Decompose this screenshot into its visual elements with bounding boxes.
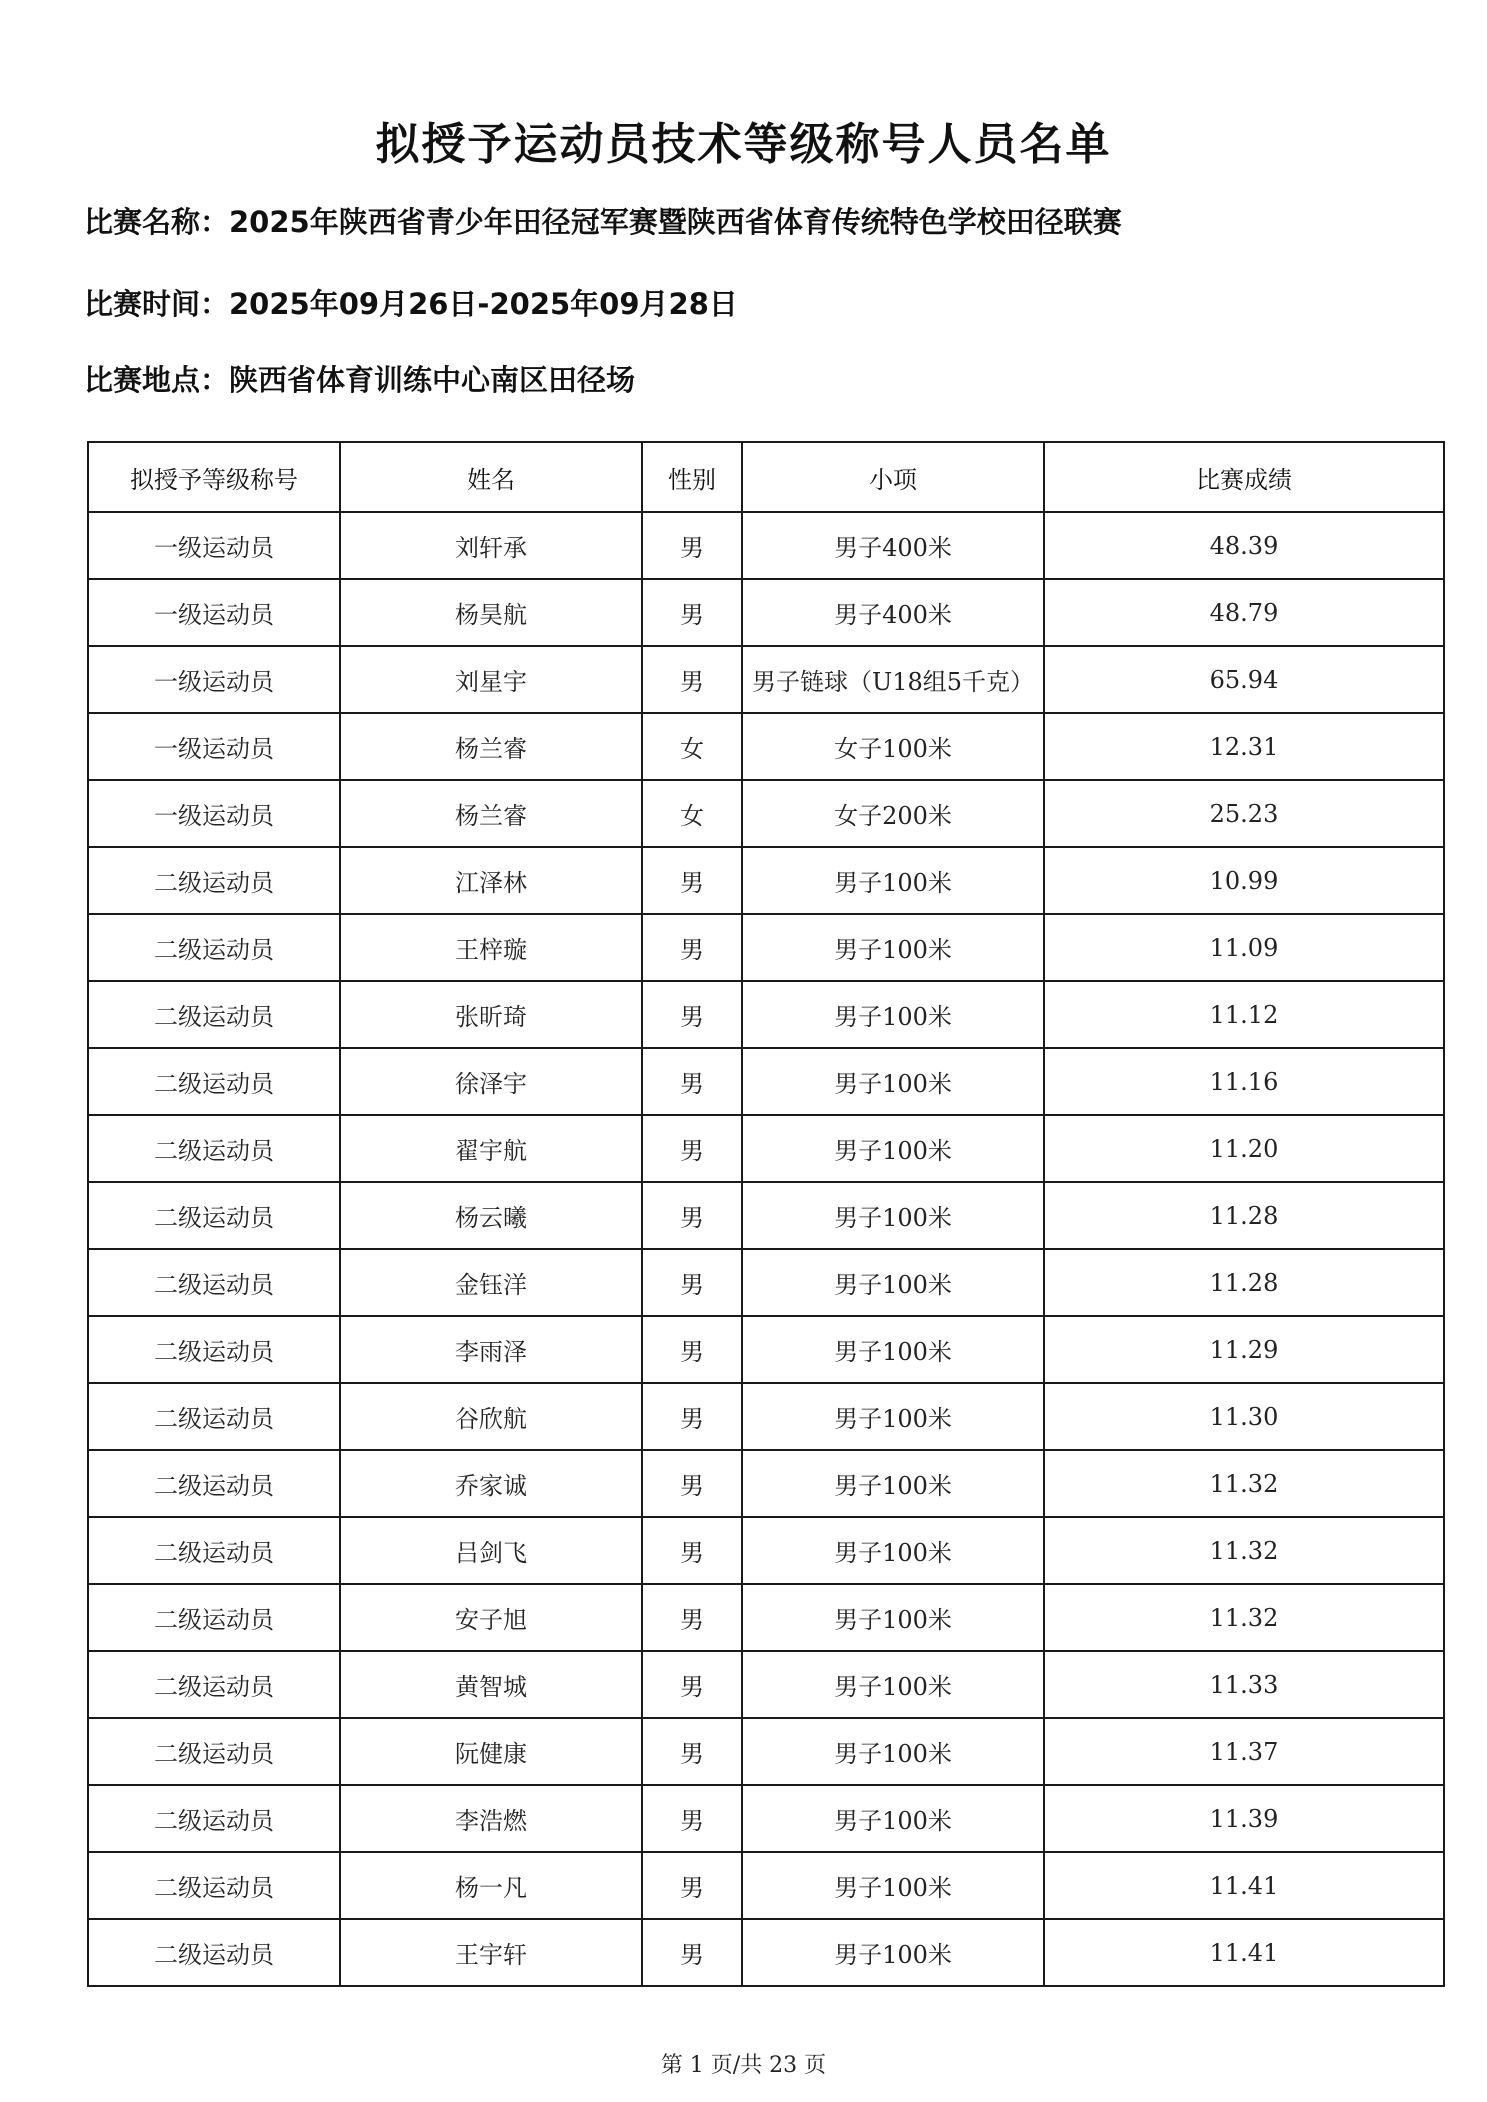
cell-event: 男子100米 xyxy=(742,1584,1044,1651)
cell-name: 徐泽宇 xyxy=(340,1048,642,1115)
competition-venue: 比赛地点：陕西省体育训练中心南区田径场 xyxy=(84,363,636,397)
table-row xyxy=(88,713,1444,780)
cell-grade-title: 二级运动员 xyxy=(88,1919,340,1986)
cell-gender: 男 xyxy=(642,512,742,579)
athlete-roster-table xyxy=(87,441,1445,1987)
cell-name: 阮健康 xyxy=(340,1718,642,1785)
cell-event: 男子100米 xyxy=(742,1517,1044,1584)
cell-grade-title: 二级运动员 xyxy=(88,1383,340,1450)
competition-name: 比赛名称：2025年陕西省青少年田径冠军赛暨陕西省体育传统特色学校田径联赛 xyxy=(84,205,1122,239)
cell-result: 12.31 xyxy=(1044,713,1444,780)
cell-result: 11.41 xyxy=(1044,1919,1444,1986)
cell-name: 江泽林 xyxy=(340,847,642,914)
table-row xyxy=(88,512,1444,579)
cell-event: 男子100米 xyxy=(742,1852,1044,1919)
cell-event: 男子链球（U18组5千克） xyxy=(742,646,1044,713)
table-row xyxy=(88,1316,1444,1383)
cell-event: 女子100米 xyxy=(742,713,1044,780)
cell-grade-title: 二级运动员 xyxy=(88,1048,340,1115)
cell-event: 男子400米 xyxy=(742,512,1044,579)
cell-gender: 男 xyxy=(642,1182,742,1249)
cell-event: 男子100米 xyxy=(742,1718,1044,1785)
cell-gender: 男 xyxy=(642,1048,742,1115)
cell-result: 11.32 xyxy=(1044,1517,1444,1584)
cell-name: 张昕琦 xyxy=(340,981,642,1048)
cell-grade-title: 一级运动员 xyxy=(88,780,340,847)
cell-name: 刘轩承 xyxy=(340,512,642,579)
table-row xyxy=(88,1785,1444,1852)
cell-event: 男子100米 xyxy=(742,981,1044,1048)
cell-name: 杨云曦 xyxy=(340,1182,642,1249)
cell-grade-title: 二级运动员 xyxy=(88,981,340,1048)
cell-result: 11.41 xyxy=(1044,1852,1444,1919)
cell-gender: 男 xyxy=(642,646,742,713)
header-result: 比赛成绩 xyxy=(1044,442,1444,512)
cell-event: 男子100米 xyxy=(742,1651,1044,1718)
cell-event: 男子100米 xyxy=(742,1182,1044,1249)
cell-grade-title: 二级运动员 xyxy=(88,1115,340,1182)
table-row xyxy=(88,646,1444,713)
cell-event: 男子100米 xyxy=(742,1048,1044,1115)
cell-result: 11.30 xyxy=(1044,1383,1444,1450)
cell-gender: 男 xyxy=(642,1651,742,1718)
header-gender: 性别 xyxy=(642,442,742,512)
table-row xyxy=(88,1383,1444,1450)
cell-grade-title: 一级运动员 xyxy=(88,713,340,780)
cell-event: 男子100米 xyxy=(742,1115,1044,1182)
cell-name: 谷欣航 xyxy=(340,1383,642,1450)
competition-time: 比赛时间：2025年09月26日-2025年09月28日 xyxy=(84,287,738,321)
cell-gender: 男 xyxy=(642,1383,742,1450)
page-number: 第 1 页/共 23 页 xyxy=(660,2053,827,2078)
cell-grade-title: 一级运动员 xyxy=(88,579,340,646)
table-row xyxy=(88,1651,1444,1718)
cell-name: 李浩燃 xyxy=(340,1785,642,1852)
cell-gender: 男 xyxy=(642,1919,742,1986)
cell-name: 杨昊航 xyxy=(340,579,642,646)
cell-name: 黄智城 xyxy=(340,1651,642,1718)
cell-grade-title: 二级运动员 xyxy=(88,1517,340,1584)
cell-result: 11.37 xyxy=(1044,1718,1444,1785)
cell-grade-title: 二级运动员 xyxy=(88,1182,340,1249)
table-row xyxy=(88,1919,1444,1986)
cell-gender: 男 xyxy=(642,1450,742,1517)
cell-event: 男子100米 xyxy=(742,1316,1044,1383)
cell-result: 11.39 xyxy=(1044,1785,1444,1852)
cell-name: 杨兰睿 xyxy=(340,780,642,847)
cell-gender: 男 xyxy=(642,1718,742,1785)
cell-gender: 女 xyxy=(642,780,742,847)
table-row xyxy=(88,914,1444,981)
table-row xyxy=(88,1718,1444,1785)
cell-name: 王宇轩 xyxy=(340,1919,642,1986)
cell-event: 男子100米 xyxy=(742,1785,1044,1852)
cell-gender: 男 xyxy=(642,1785,742,1852)
cell-grade-title: 二级运动员 xyxy=(88,1852,340,1919)
cell-event: 男子100米 xyxy=(742,1450,1044,1517)
cell-event: 男子100米 xyxy=(742,1383,1044,1450)
table-header-row xyxy=(88,442,1444,512)
cell-gender: 男 xyxy=(642,1517,742,1584)
cell-event: 女子200米 xyxy=(742,780,1044,847)
table-row xyxy=(88,1584,1444,1651)
cell-event: 男子100米 xyxy=(742,1249,1044,1316)
cell-gender: 男 xyxy=(642,981,742,1048)
cell-result: 48.39 xyxy=(1044,512,1444,579)
table-row xyxy=(88,780,1444,847)
cell-name: 刘星宇 xyxy=(340,646,642,713)
cell-result: 11.32 xyxy=(1044,1450,1444,1517)
table-row xyxy=(88,981,1444,1048)
table-body xyxy=(88,512,1444,1986)
cell-result: 11.12 xyxy=(1044,981,1444,1048)
cell-name: 吕剑飞 xyxy=(340,1517,642,1584)
header-event: 小项 xyxy=(742,442,1044,512)
cell-result: 11.09 xyxy=(1044,914,1444,981)
page-title: 拟授予运动员技术等级称号人员名单 xyxy=(375,119,1112,170)
cell-event: 男子400米 xyxy=(742,579,1044,646)
cell-name: 乔家诚 xyxy=(340,1450,642,1517)
cell-result: 11.29 xyxy=(1044,1316,1444,1383)
cell-grade-title: 二级运动员 xyxy=(88,1249,340,1316)
cell-grade-title: 一级运动员 xyxy=(88,646,340,713)
header-grade-title: 拟授予等级称号 xyxy=(88,442,340,512)
cell-grade-title: 二级运动员 xyxy=(88,847,340,914)
cell-grade-title: 二级运动员 xyxy=(88,1316,340,1383)
table-row xyxy=(88,1249,1444,1316)
cell-result: 10.99 xyxy=(1044,847,1444,914)
cell-gender: 男 xyxy=(642,579,742,646)
table-row xyxy=(88,1450,1444,1517)
cell-result: 65.94 xyxy=(1044,646,1444,713)
cell-gender: 男 xyxy=(642,847,742,914)
cell-event: 男子100米 xyxy=(742,1919,1044,1986)
table-row xyxy=(88,847,1444,914)
cell-gender: 男 xyxy=(642,1115,742,1182)
table-row xyxy=(88,1115,1444,1182)
cell-name: 安子旭 xyxy=(340,1584,642,1651)
cell-result: 11.20 xyxy=(1044,1115,1444,1182)
cell-grade-title: 二级运动员 xyxy=(88,914,340,981)
cell-gender: 男 xyxy=(642,1249,742,1316)
cell-event: 男子100米 xyxy=(742,847,1044,914)
cell-name: 王梓璇 xyxy=(340,914,642,981)
cell-grade-title: 二级运动员 xyxy=(88,1718,340,1785)
table-row xyxy=(88,579,1444,646)
cell-name: 杨一凡 xyxy=(340,1852,642,1919)
cell-grade-title: 二级运动员 xyxy=(88,1651,340,1718)
cell-gender: 男 xyxy=(642,914,742,981)
cell-result: 11.28 xyxy=(1044,1249,1444,1316)
table-row xyxy=(88,1852,1444,1919)
cell-name: 李雨泽 xyxy=(340,1316,642,1383)
cell-grade-title: 二级运动员 xyxy=(88,1450,340,1517)
cell-name: 金钰洋 xyxy=(340,1249,642,1316)
cell-grade-title: 一级运动员 xyxy=(88,512,340,579)
cell-result: 11.16 xyxy=(1044,1048,1444,1115)
cell-result: 11.28 xyxy=(1044,1182,1444,1249)
cell-event: 男子100米 xyxy=(742,914,1044,981)
cell-name: 杨兰睿 xyxy=(340,713,642,780)
cell-result: 11.32 xyxy=(1044,1584,1444,1651)
table-row xyxy=(88,1048,1444,1115)
cell-gender: 男 xyxy=(642,1852,742,1919)
cell-grade-title: 二级运动员 xyxy=(88,1584,340,1651)
cell-gender: 男 xyxy=(642,1316,742,1383)
cell-result: 25.23 xyxy=(1044,780,1444,847)
cell-result: 48.79 xyxy=(1044,579,1444,646)
cell-result: 11.33 xyxy=(1044,1651,1444,1718)
table-row xyxy=(88,1517,1444,1584)
cell-gender: 男 xyxy=(642,1584,742,1651)
header-name: 姓名 xyxy=(340,442,642,512)
cell-name: 翟宇航 xyxy=(340,1115,642,1182)
cell-grade-title: 二级运动员 xyxy=(88,1785,340,1852)
cell-gender: 女 xyxy=(642,713,742,780)
table-row xyxy=(88,1182,1444,1249)
